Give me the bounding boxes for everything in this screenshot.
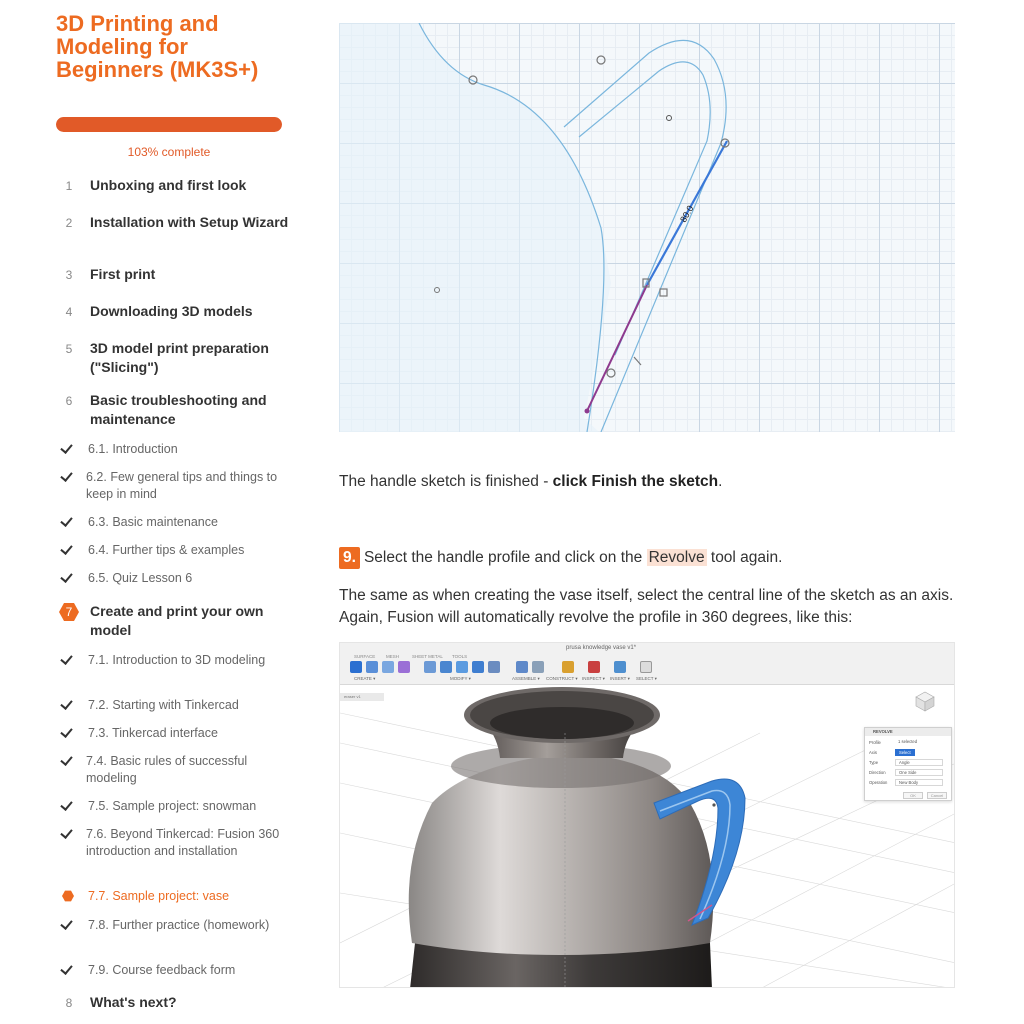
- lesson-title: Downloading 3D models: [90, 303, 253, 319]
- check-icon: [60, 697, 74, 711]
- lesson-number: 5: [65, 342, 73, 356]
- sublesson-title: 7.8. Further practice (homework): [88, 918, 270, 932]
- lesson-number: 8: [65, 996, 73, 1010]
- check-icon: [60, 652, 74, 666]
- lesson-number: 2: [65, 216, 73, 230]
- fusion-revolve-screenshot: [339, 642, 955, 988]
- create-menu-label: CREATE ▾: [354, 676, 376, 681]
- check-icon: [60, 514, 74, 528]
- revolve-direction-row[interactable]: [869, 769, 949, 777]
- handle-sketch-image: [339, 23, 955, 432]
- step-text: Select the handle profile and click on the: [363, 549, 647, 566]
- revolve-highlight: Revolve: [648, 549, 705, 566]
- check-icon: [60, 798, 74, 812]
- select-menu-label: SELECT ▾: [636, 676, 657, 681]
- lesson-title: Basic troubleshooting and maintenance: [90, 392, 267, 427]
- row-label: Profile: [869, 740, 881, 745]
- para-text: The handle sketch is finished -: [339, 473, 553, 490]
- sublesson-title: 7.9. Course feedback form: [88, 963, 236, 977]
- fusion-browser-bar: eraser v1: [340, 693, 384, 701]
- axis-select-button[interactable]: Select: [895, 749, 915, 756]
- fusion-tab-sheet-metal: SHEET METAL: [412, 654, 443, 659]
- revolve-type-row[interactable]: [869, 759, 949, 767]
- view-cube-icon: [912, 689, 938, 713]
- sublesson-title: 6.2. Few general tips and things to keep in mind: [86, 470, 278, 501]
- step-9-paragraph: [339, 547, 955, 569]
- course-progress-label: 103% complete: [127, 145, 211, 159]
- check-icon: [60, 826, 74, 840]
- fusion-viewport: [340, 643, 955, 988]
- modify-menu-label: MODIFY ▾: [450, 676, 471, 681]
- lesson-title: 3D model print preparation ("Slicing"): [90, 340, 269, 375]
- lesson-title: First print: [90, 266, 156, 282]
- sublesson-title: 7.2. Starting with Tinkercad: [88, 698, 239, 712]
- lesson-number: 4: [65, 305, 73, 319]
- row-label: Operation: [869, 780, 888, 785]
- check-icon: [60, 917, 74, 931]
- insert-menu-label: INSERT ▾: [610, 676, 630, 681]
- lesson-number: 3: [65, 268, 73, 282]
- course-sidebar: [0, 0, 300, 1024]
- revolve-cancel-button[interactable]: Cancel: [927, 792, 947, 799]
- type-dropdown[interactable]: Angle: [895, 759, 943, 766]
- revolve-dialog: [864, 727, 952, 801]
- fusion-tab-surface: SURFACE: [354, 654, 376, 659]
- sublesson-title: 7.7. Sample project: vase: [88, 889, 230, 903]
- sublesson-title: 7.3. Tinkercad interface: [88, 726, 218, 740]
- sublesson-title: 7.6. Beyond Tinkercad: Fusion 360 introduction and installation: [86, 827, 280, 858]
- para-bold-text: click Finish the sketch: [552, 473, 719, 490]
- direction-dropdown[interactable]: One Side: [895, 769, 943, 776]
- check-icon: [60, 753, 74, 767]
- instruction-paragraph-3: The same as when creating the vase itself, select the central line of the sketch as an axis. Again, Fusion will automatically revolve the profile in 360 degrees, like this:: [339, 587, 954, 626]
- row-value: 1 selected: [898, 739, 918, 744]
- step-number-badge: 9.: [339, 547, 360, 569]
- current-hexagon-icon: [62, 890, 74, 902]
- revolve-operation-row[interactable]: [869, 779, 949, 787]
- sublesson-title: 6.4. Further tips & examples: [88, 543, 245, 557]
- sublesson-title: 7.5. Sample project: snowman: [88, 799, 257, 813]
- revolve-dialog-title: REVOLVE: [865, 728, 951, 736]
- sublesson-title: 6.3. Basic maintenance: [88, 515, 218, 529]
- row-label: Axis: [869, 750, 877, 755]
- lesson-number: 6: [65, 394, 73, 408]
- lesson-title: Installation with Setup Wizard: [90, 214, 289, 230]
- lesson-title: What's next?: [90, 994, 177, 1010]
- lesson-number-current: 7: [60, 603, 78, 621]
- check-icon: [60, 469, 74, 483]
- check-icon: [60, 441, 74, 455]
- assemble-menu-label: ASSEMBLE ▾: [512, 676, 540, 681]
- sketch-drawing: [339, 23, 955, 432]
- sublesson-title: 7.1. Introduction to 3D modeling: [88, 653, 266, 667]
- sublesson-title: 6.5. Quiz Lesson 6: [88, 571, 193, 585]
- row-label: Direction: [869, 770, 886, 775]
- fusion-tab-mesh: MESH: [386, 654, 400, 659]
- fusion-file-title: prusa knowledge vase v1*: [566, 645, 637, 651]
- step-text: tool again.: [706, 549, 783, 566]
- revolve-profile-row[interactable]: [869, 739, 949, 747]
- course-progress-fill: [56, 117, 282, 132]
- revolve-axis-row[interactable]: [869, 749, 949, 757]
- course-title[interactable]: 3D Printing and Modeling for Beginners (MK3S+): [56, 11, 259, 82]
- operation-dropdown[interactable]: New Body: [895, 779, 943, 786]
- lesson-title: Create and print your own model: [90, 603, 264, 638]
- check-icon: [60, 542, 74, 556]
- inspect-menu-label: INSPECT ▾: [582, 676, 605, 681]
- course-progress-bar: [56, 117, 282, 132]
- instruction-paragraph-1: [339, 471, 955, 493]
- check-icon: [60, 725, 74, 739]
- sublesson-title: 6.1. Introduction: [88, 442, 178, 456]
- para-text: .: [718, 473, 723, 490]
- row-label: Type: [869, 760, 879, 765]
- lesson-number: 1: [65, 179, 73, 193]
- check-icon: [60, 962, 74, 976]
- lesson-title: Unboxing and first look: [90, 177, 247, 193]
- construct-menu-label: CONSTRUCT ▾: [546, 676, 578, 681]
- sketch-dimension-label: 80.0: [678, 203, 696, 224]
- check-icon: [60, 570, 74, 584]
- revolve-ok-button[interactable]: OK: [903, 792, 923, 799]
- sublesson-title: 7.4. Basic rules of successful modeling: [86, 754, 248, 785]
- fusion-tab-tools: TOOLS: [452, 654, 468, 659]
